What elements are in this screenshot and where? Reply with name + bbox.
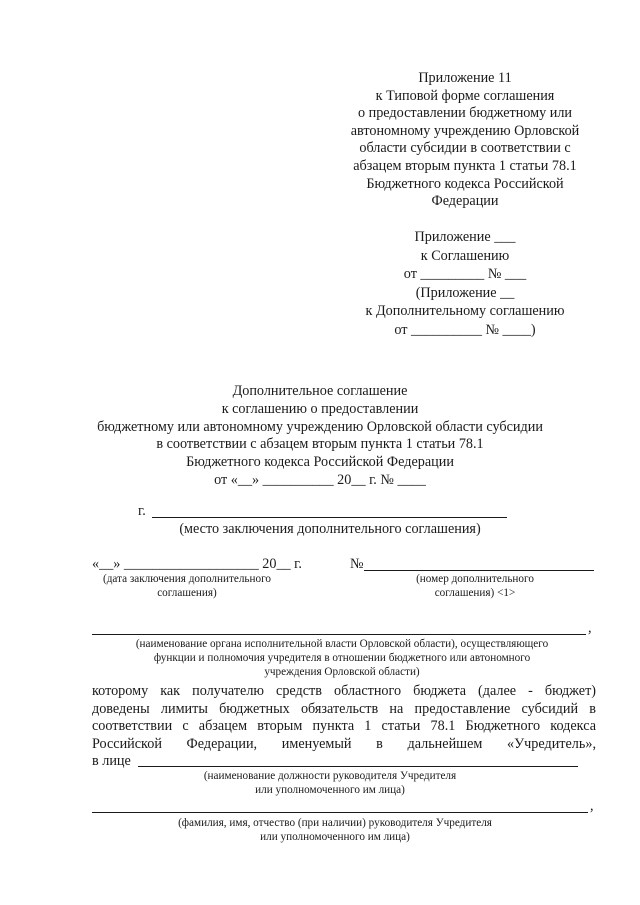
date-caption-line: (дата заключения дополнительного <box>102 573 272 585</box>
number-prefix: № <box>350 556 364 572</box>
title-line: Дополнительное соглашение <box>232 383 408 399</box>
authority-caption-line: (наименование органа исполнительной власти Орловской области), осуществляющего <box>135 638 549 650</box>
date-caption-line: соглашения) <box>157 587 217 599</box>
appendix-header-line: Бюджетного кодекса Российской <box>366 175 564 192</box>
appendix-header-line: к Типовой форме соглашения <box>375 87 555 104</box>
authority-caption-line: учреждения Орловской области) <box>264 666 420 678</box>
title-line: Бюджетного кодекса Российской Федерации <box>186 454 454 471</box>
position-caption-line: (наименование должности руководителя Учредителя <box>203 770 457 782</box>
number-field-line[interactable] <box>364 570 594 571</box>
in-person-label: в лице <box>92 753 131 769</box>
body-line: Российской Федерации, именуемый в дальнейшем «Учредитель», <box>92 735 596 752</box>
appendix-header-line: Федерации <box>431 193 499 210</box>
position-field-line[interactable] <box>138 766 578 767</box>
body-line: которому как получателю средств областного бюджета (далее - бюджет) <box>92 683 596 699</box>
appendix-header-line: области субсидии в соответствии с <box>359 140 571 157</box>
appendix-header-line: абзацем вторым пункта 1 статьи 78.1 <box>353 157 577 174</box>
authority-caption-line: функции и полномочия учредителя в отношении бюджетного или автономного <box>153 652 531 664</box>
place-prefix: г. <box>138 503 146 519</box>
document-title <box>60 383 580 490</box>
appendix-header-line: автономному учреждению Орловской <box>350 122 580 139</box>
place-field-line[interactable] <box>152 517 507 518</box>
authority-comma: , <box>588 620 592 636</box>
appendix-header-line: о предоставлении бюджетному или <box>357 105 572 122</box>
date-caption <box>82 572 292 600</box>
position-caption-line: или уполномоченного им лица) <box>255 784 405 796</box>
fio-comma: , <box>590 798 594 814</box>
appendix-reference-line: к Соглашению <box>420 247 510 264</box>
number-caption-line: (номер дополнительного <box>416 573 534 585</box>
appendix-reference-line: Приложение ___ <box>414 229 516 245</box>
position-caption <box>150 769 510 797</box>
place-caption: (место заключения дополнительного соглашения) <box>179 521 481 537</box>
body-paragraph <box>92 683 596 753</box>
fio-caption <box>110 816 560 844</box>
authority-field-line[interactable] <box>92 634 586 635</box>
appendix-header <box>330 70 600 211</box>
appendix-reference <box>340 228 590 340</box>
number-caption-line: соглашения) <1> <box>434 587 516 599</box>
authority-caption <box>92 637 592 679</box>
title-line: от «__» __________ 20__ г. № ____ <box>214 471 426 488</box>
body-line: соответствии с абзацем вторым пункта 1 статьи 78.1 Бюджетного кодекса <box>92 718 596 735</box>
appendix-reference-line: от _________ № ___ <box>403 266 527 283</box>
title-line: к соглашению о предоставлении <box>221 400 419 417</box>
fio-caption-line: или уполномоченного им лица) <box>260 831 410 843</box>
title-line: в соответствии с абзацем вторым пункта 1 статьи 78.1 <box>156 436 484 453</box>
body-line: доведены лимиты бюджетных обязательств на предоставление субсидий в <box>92 700 596 717</box>
fio-field-line[interactable] <box>92 812 588 813</box>
appendix-header-line: Приложение 11 <box>418 70 512 86</box>
appendix-reference-line: (Приложение __ <box>415 284 515 301</box>
appendix-reference-line: к Дополнительному соглашению <box>365 303 565 320</box>
appendix-reference-line: от __________ № ____) <box>394 321 536 338</box>
title-line: бюджетному или автономному учреждению Орловской области субсидии <box>97 418 543 435</box>
fio-caption-line: (фамилия, имя, отчество (при наличии) руководителя Учредителя <box>178 817 492 829</box>
date-field[interactable]: «__» ___________________ 20__ г. <box>92 556 302 572</box>
number-caption <box>360 572 590 600</box>
